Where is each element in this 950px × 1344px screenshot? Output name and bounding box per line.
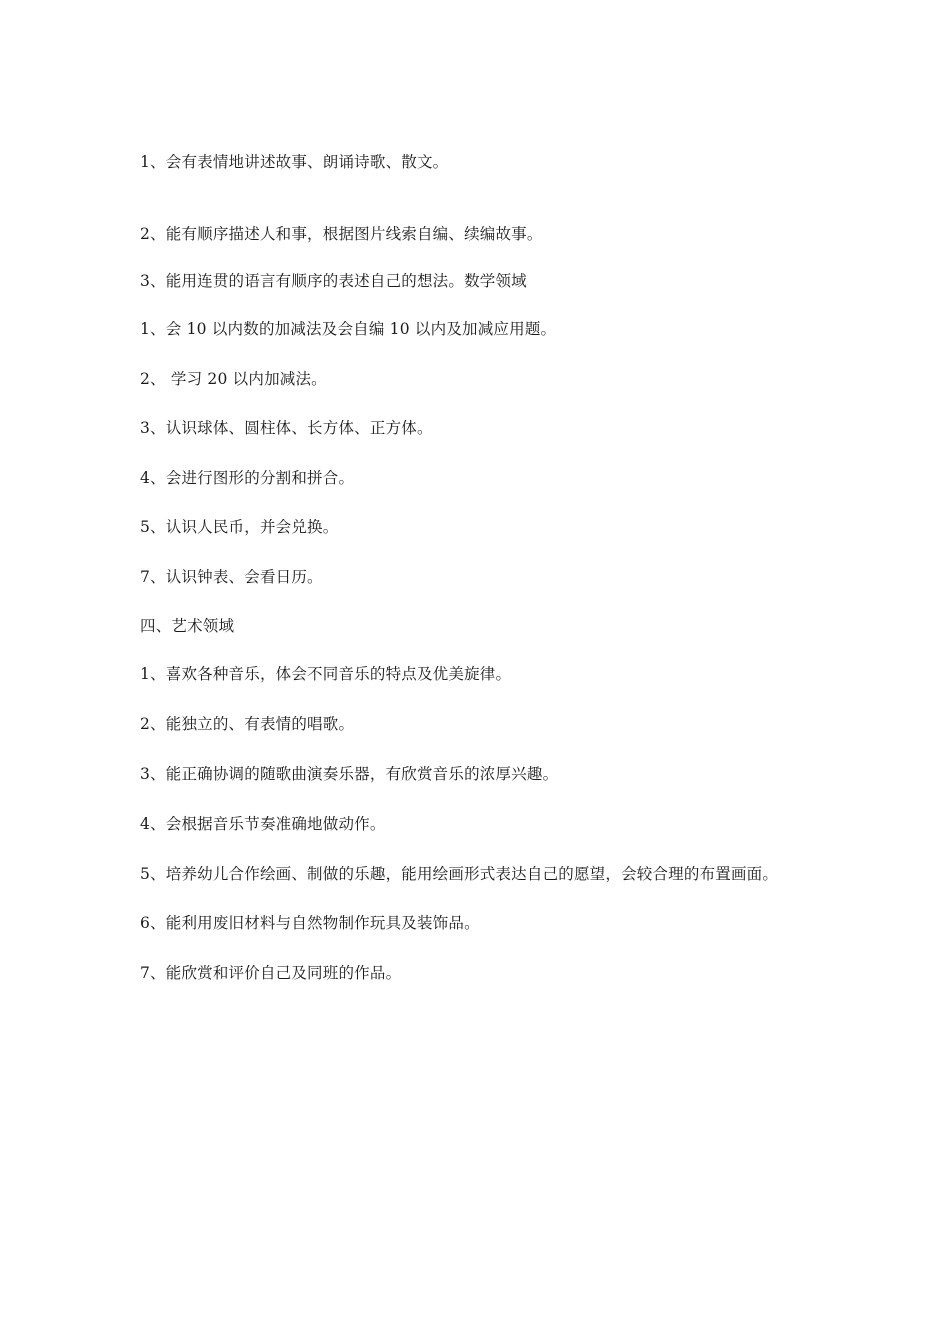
math-item-1: 1、会 10 以内数的加减法及会自编 10 以内及加减应用题。	[140, 320, 557, 338]
art-item-5: 5、培养幼儿合作绘画、制做的乐趣，能用绘画形式表达自己的愿望，会较合理的布置画面。	[140, 865, 779, 883]
math-item-4: 4、会进行图形的分割和拼合。	[140, 469, 355, 487]
art-item-1: 1、喜欢各种音乐，体会不同音乐的特点及优美旋律。	[140, 665, 512, 683]
math-item-2: 2、 学习 20 以内加减法。	[140, 370, 327, 388]
section-heading-art: 四、艺术领域	[140, 617, 235, 635]
art-item-4: 4、会根据音乐节奏准确地做动作。	[140, 815, 386, 833]
language-item-1: 1、会有表情地讲述故事、朗诵诗歌、散文。	[140, 153, 449, 171]
art-item-7: 7、能欣赏和评价自己及同班的作品。	[140, 964, 402, 982]
math-item-7: 7、认识钟表、会看日历。	[140, 568, 323, 586]
math-item-5: 5、认识人民币，并会兑换。	[140, 518, 339, 536]
art-item-6: 6、能利用废旧材料与自然物制作玩具及装饰品。	[140, 914, 480, 932]
math-item-3: 3、认识球体、圆柱体、长方体、正方体。	[140, 419, 433, 437]
art-item-3: 3、能正确协调的随歌曲演奏乐器，有欣赏音乐的浓厚兴趣。	[140, 765, 559, 783]
language-item-3: 3、能用连贯的语言有顺序的表述自己的想法。数学领域	[140, 272, 527, 290]
art-item-2: 2、能独立的、有表情的唱歌。	[140, 715, 355, 733]
language-item-2: 2、能有顺序描述人和事，根据图片线索自编、续编故事。	[140, 225, 543, 243]
